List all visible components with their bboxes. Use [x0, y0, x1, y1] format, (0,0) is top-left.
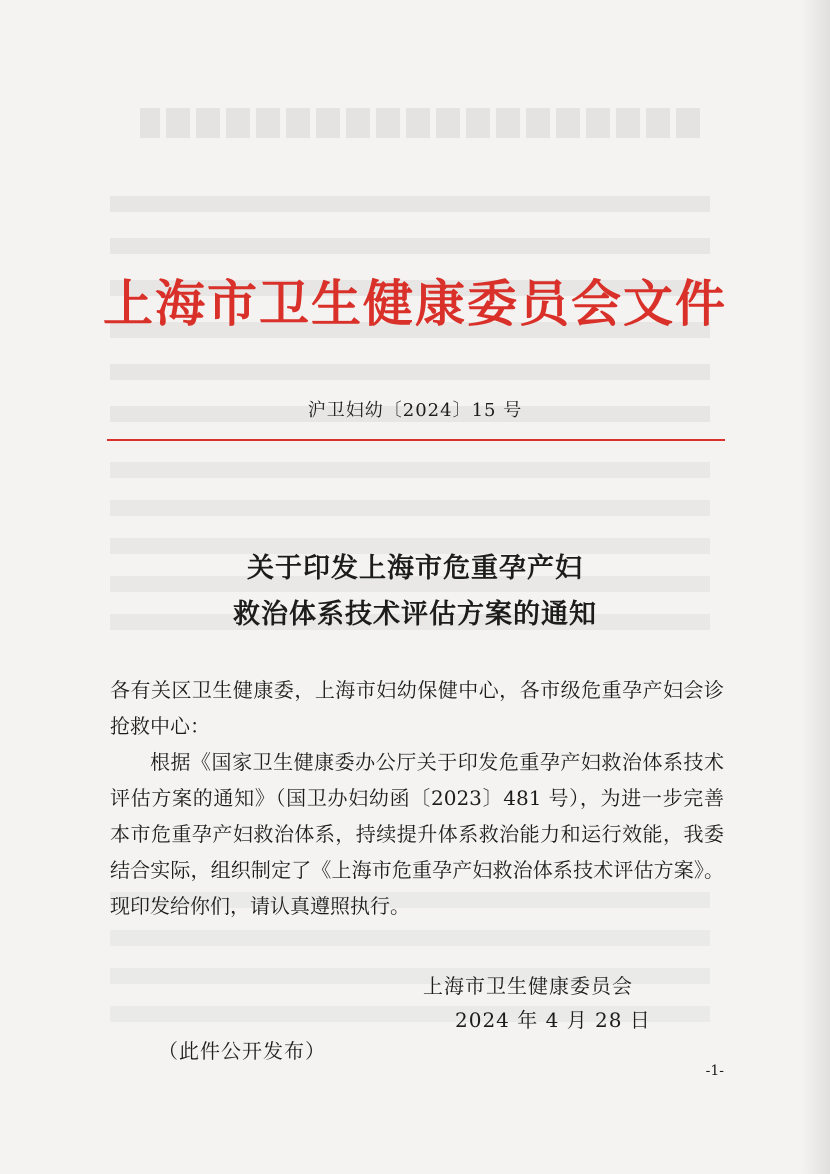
red-divider-line [107, 439, 725, 441]
recipients-line: 各有关区卫生健康委，上海市妇幼保健中心，各市级危重孕产妇会诊抢救中心： [110, 678, 724, 738]
bleed-through-decoration [140, 108, 700, 138]
document-number: 沪卫妇幼〔2024〕15 号 [307, 400, 523, 421]
notice-title [0, 546, 830, 638]
notice-title-line-1: 关于印发上海市危重孕产妇 [247, 553, 583, 584]
scan-edge-shadow [802, 0, 830, 1174]
public-release-note: （此件公开发布） [158, 1039, 326, 1063]
document-header-title: 上海市卫生健康委员会文件 [103, 274, 727, 333]
notice-title-line-2: 救治体系技术评估方案的通知 [233, 599, 597, 630]
body-paragraph: 根据《国家卫生健康委办公厅关于印发危重孕产妇救治体系技术评估方案的通知》（国卫办妇幼函〔2023〕481 号），为进一步完善本市危重孕产妇救治体系，持续提升体系救治能力和运行效能，我委结合实际，组织制定了《上海市危重孕产妇救治体系技术评估方案》。现印发给你们，请认真遵照执行。 [110, 750, 724, 918]
page-number: -1- [705, 1063, 724, 1079]
signature-date: 2024 年 4 月 28 日 [455, 1008, 651, 1032]
signature-organization: 上海市卫生健康委员会 [423, 974, 633, 998]
notice-body [110, 672, 724, 924]
